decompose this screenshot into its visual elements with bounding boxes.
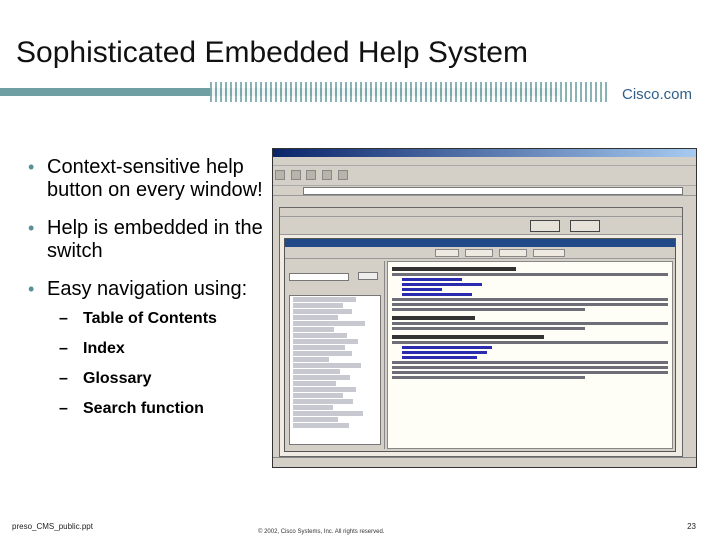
help-feedback-button: [533, 249, 565, 257]
stop-icon: [306, 170, 316, 180]
bullet-text: Easy navigation using:: [47, 278, 248, 300]
sub-bullet-text: Search function: [83, 400, 204, 417]
sub-bullet-item: [59, 370, 263, 388]
help-print-button: [499, 249, 527, 257]
sub-bullet-item: [59, 310, 263, 328]
cms-toolbar: [280, 217, 682, 235]
sub-bullet-list: [59, 310, 263, 418]
browser-address-bar: [273, 186, 696, 196]
sub-bullet-item: [59, 340, 263, 358]
address-field: [303, 187, 683, 195]
header-band-stripes: [210, 82, 610, 102]
slide-title: Sophisticated Embedded Help System: [16, 36, 528, 69]
sub-bullet-item: [59, 400, 263, 418]
sub-bullet-dash: –: [59, 400, 68, 417]
help-window: [284, 238, 676, 452]
browser-title-bar: [273, 149, 696, 157]
bullet-text: Help is embedded in the switch: [47, 217, 263, 262]
back-icon: [275, 170, 285, 180]
sub-bullet-text: Table of Contents: [83, 310, 217, 327]
bullet-dot-icon: •: [28, 218, 35, 238]
sub-bullet-text: Glossary: [83, 370, 152, 387]
help-search-box: [289, 273, 349, 281]
cisco-logo: Cisco.com: [621, 86, 692, 103]
cms-help-screenshot: [272, 148, 697, 468]
help-content-pane: [387, 261, 673, 449]
sub-bullet-dash: –: [59, 370, 68, 387]
browser-menu-bar: [273, 157, 696, 166]
header-band: [0, 82, 720, 102]
cms-toolbar-button: [570, 220, 600, 232]
cms-toolbar-button: [530, 220, 560, 232]
bullet-dot-icon: •: [28, 157, 35, 177]
help-nav-bar: [285, 247, 675, 259]
home-icon: [338, 170, 348, 180]
footer-filename: preso_CMS_public.ppt: [12, 522, 93, 531]
cms-menu-bar: [280, 208, 682, 217]
footer-page-number: 23: [687, 522, 696, 531]
browser-status-bar: [273, 457, 696, 467]
bullet-item: [28, 156, 263, 202]
sub-bullet-dash: –: [59, 310, 68, 327]
forward-icon: [291, 170, 301, 180]
bullet-dot-icon: •: [28, 279, 35, 299]
bullet-text: Context-sensitive help button on every window!: [47, 156, 263, 201]
help-window-title: [285, 239, 675, 247]
help-pane-tabs: [287, 261, 384, 269]
help-forward-button: [465, 249, 493, 257]
help-back-button: [435, 249, 459, 257]
refresh-icon: [322, 170, 332, 180]
help-topic-list: [289, 295, 381, 445]
sub-bullet-dash: –: [59, 340, 68, 357]
bullet-item: [28, 217, 263, 263]
cms-application-frame: [279, 207, 683, 457]
bullet-list: [28, 156, 263, 430]
browser-toolbar: [273, 166, 696, 186]
bullet-item: [28, 278, 263, 301]
sub-bullet-text: Index: [83, 340, 125, 357]
help-index-pane: [287, 261, 385, 449]
footer-copyright: © 2002, Cisco Systems, Inc. All rights reserved.: [258, 529, 385, 535]
help-find-button: [358, 272, 378, 280]
